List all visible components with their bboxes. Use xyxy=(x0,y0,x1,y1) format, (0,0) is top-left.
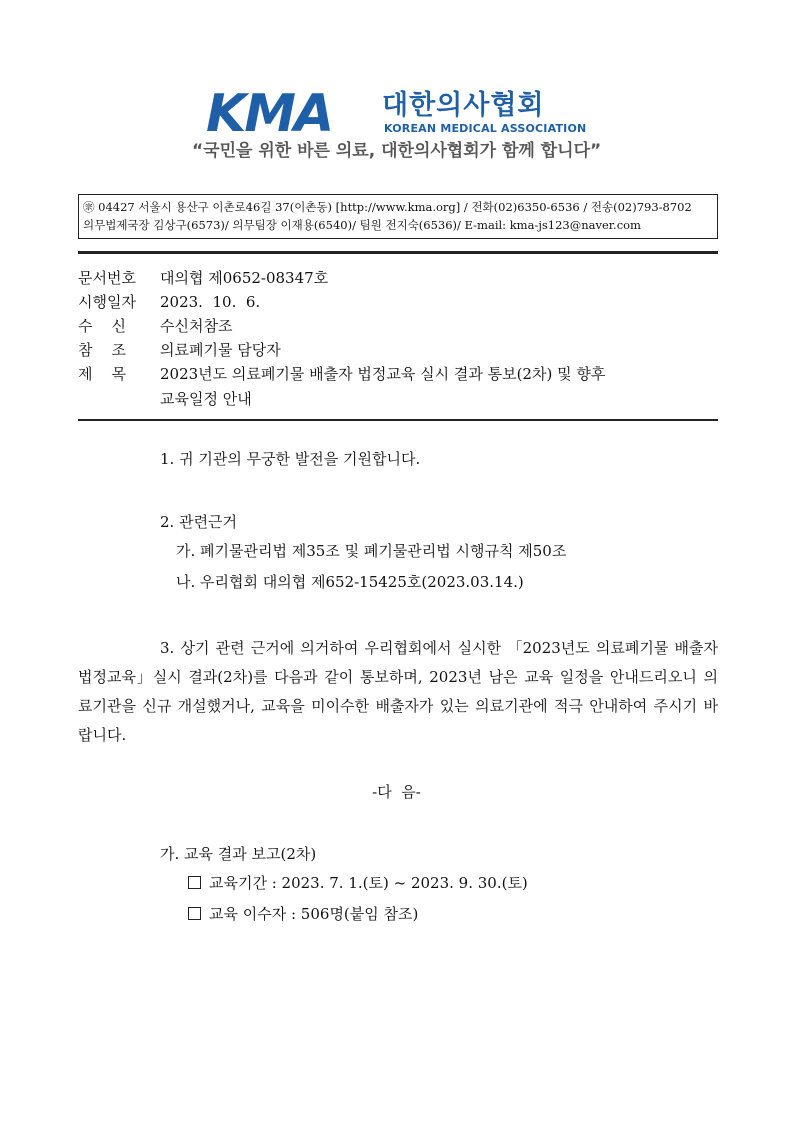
meta-value: 의료폐기물 담당자 xyxy=(160,341,281,359)
meta-label: 참 조 xyxy=(78,341,127,359)
meta-row-recipient xyxy=(78,314,718,338)
meta-value: 2023. 10. 6. xyxy=(160,293,261,311)
address-box xyxy=(78,194,718,239)
meta-value: 2023년도 의료폐기물 배출자 법정교육 실시 결과 통보(2차) 및 향후 xyxy=(160,365,606,383)
meta-row-subject xyxy=(78,362,718,386)
paragraph-2-item-b: 나. 우리협회 대의협 제652-15425호(2023.03.14.) xyxy=(176,573,524,591)
education-period-item xyxy=(78,868,718,899)
paragraph-2-item-a: 가. 폐기물관리법 제35조 및 폐기물관리법 시행규칙 제50조 xyxy=(176,542,567,560)
top-divider xyxy=(78,251,718,254)
paragraph-1: 1. 귀 기관의 무궁한 발전을 기원합니다. xyxy=(160,450,421,468)
bottom-divider xyxy=(78,419,718,421)
paragraph-2 xyxy=(78,508,718,598)
contact-line-2: 의무법제국장 김상구(6573)/ 의무팀장 이재용(6540)/ 팀원 전지숙(6536)/ E-mail: kma-js123@naver.com xyxy=(83,218,641,232)
meta-row-date xyxy=(78,290,718,314)
document-meta xyxy=(78,266,718,412)
paragraph-4 xyxy=(78,840,718,930)
slogan: “국민을 위한 바른 의료, 대한의사협회가 함께 합니다” xyxy=(192,141,602,161)
completion-count-item xyxy=(78,899,718,930)
org-name-korean: 대한의사협회 xyxy=(382,90,545,121)
meta-label: 제 목 xyxy=(78,365,127,383)
checkbox-icon xyxy=(188,876,201,889)
org-name-english: KOREAN MEDICAL ASSOCIATION xyxy=(384,122,587,135)
kma-logo-mark: KMA xyxy=(206,84,333,144)
next-section-label: -다 음- xyxy=(372,783,421,801)
paragraph-3 xyxy=(78,634,718,750)
kma-logo xyxy=(206,84,606,144)
meta-value: 대의협 제0652-08347호 xyxy=(160,269,329,287)
completion-count-text: 교육 이수자 : 506명(붙임 참조) xyxy=(209,905,419,923)
meta-value: 수신처참조 xyxy=(160,317,233,335)
meta-label: 수 신 xyxy=(78,317,127,335)
meta-label: 시행일자 xyxy=(78,293,136,311)
meta-subject-continued: 교육일정 안내 xyxy=(160,390,252,408)
education-period-text: 교육기간 : 2023. 7. 1.(토) ~ 2023. 9. 30.(토) xyxy=(209,874,528,892)
paragraph-3-text: 3. 상기 관련 근거에 의거하여 우리협회에서 실시한 「2023년도 의료폐기물 배출자 법정교육」실시 결과(2차)를 다음과 같이 통보하며, 2023년 남은 교육 일정을 안내드리오니 의료기관을 신규 개설했거나, 교육을 미이수한 배출자가 있는 의료기관에 적극 안내하여 주시기 바랍니다. xyxy=(78,639,718,744)
meta-row-doc-number xyxy=(78,266,718,290)
checkbox-icon xyxy=(188,907,201,920)
paragraph-4-heading: 가. 교육 결과 보고(2차) xyxy=(160,845,317,863)
paragraph-2-heading: 2. 관련근거 xyxy=(160,513,238,531)
meta-row-reference xyxy=(78,338,718,362)
meta-label: 문서번호 xyxy=(78,269,136,287)
address-line-1: ㊪ 04427 서울시 용산구 이촌로46길 37(이촌동) [http://www.kma.org] / 전화(02)6350-6536 / 전송(02)793-8702 xyxy=(83,200,692,214)
